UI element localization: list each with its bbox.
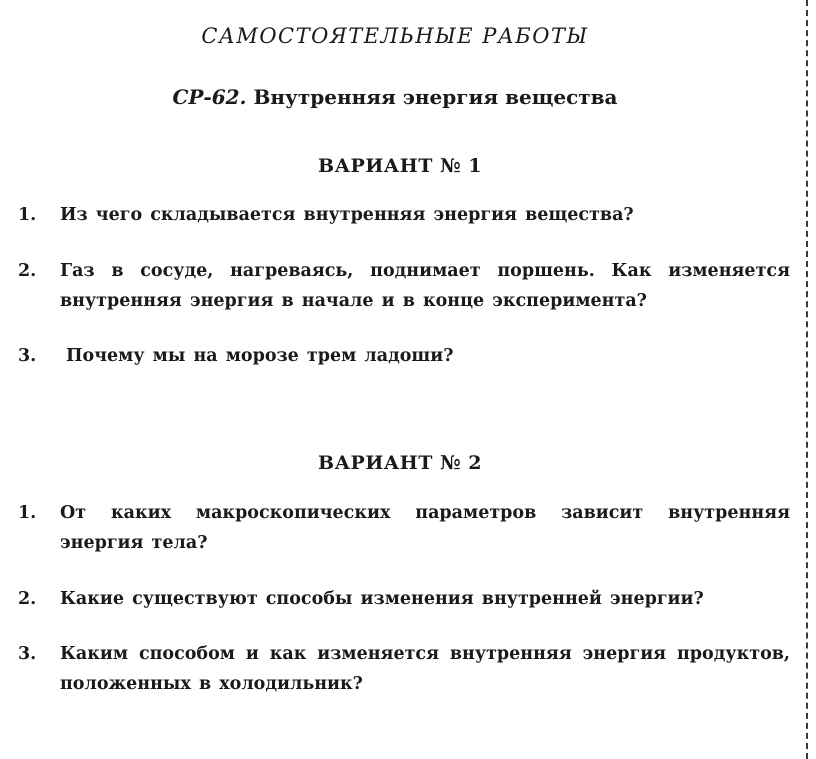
question-number: 3. [18,346,37,366]
question-number: 1. [18,205,37,225]
variant-2-question-1 [18,498,790,558]
question-text: Каким способом и как изменяется внутренняя энергия продуктов, положенных в холодильник? [60,644,790,694]
cut-line [806,0,808,759]
question-number: 1. [18,503,37,523]
work-title [0,85,790,109]
question-number: 3. [18,644,37,664]
variant-2-question-3 [18,639,790,699]
question-number: 2. [18,589,37,609]
work-name: Внутренняя энергия вещества [253,85,618,109]
question-text: Из чего складывается внутренняя энергия вещества? [60,205,634,225]
variant-1-question-2 [18,256,790,316]
variant-2-heading: ВАРИАНТ № 2 [318,452,482,474]
question-text: Газ в сосуде, нагреваясь, поднимает поршень. Как изменяется внутренняя энергия в начале и в конце эксперимента? [60,261,790,311]
variant-2-question-2 [18,584,790,614]
section-title: САМОСТОЯТЕЛЬНЫЕ РАБОТЫ [201,24,589,48]
variant-1-question-1 [18,200,790,230]
question-text: Почему мы на морозе трем ладоши? [66,346,454,366]
variant-1-heading: ВАРИАНТ № 1 [318,155,482,177]
question-number: 2. [18,261,37,281]
variant-1-question-3 [18,341,790,371]
work-code: СР-62. [172,85,247,109]
question-text: От каких макроскопических параметров зависит внутренняя энергия тела? [60,503,790,553]
question-text: Какие существуют способы изменения внутренней энергии? [60,589,704,609]
